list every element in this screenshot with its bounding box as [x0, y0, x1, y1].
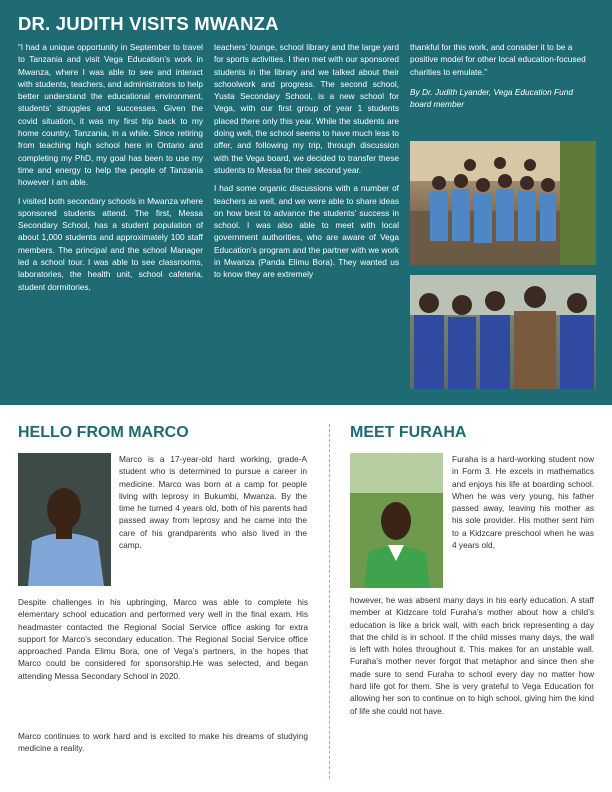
article-column-2 [214, 41, 399, 287]
article-byline: By Dr. Judith Lyander, Vega Education Fund board member [410, 86, 573, 110]
article-paragraph: thankful for this work, and consider it to be a positive model for other local education-focused charities to emulate.” [410, 42, 586, 77]
article-paragraph: teachers’ lounge, school library and the large yard for sports activities. I then met with our sponsored students in the library and we talked about their schoolwork and progress. The second school, Yusta Secondary School, is a new school for Vega, with our first group of year 1 students placed there only this year. While the students are doing well, the school seems to have much less to offer, and following my trip, through discussion with the Vega board, we decided to transfer these students to Messa for their second year. [214, 42, 399, 175]
furaha-intro-paragraph: Furaha is a hard-working student now in Form 3. He excels in mathematics and enjoys his life at boarding school. When he was very young, his father passed away, leaving his mother as his sole provider. His mother sent him to a Kidzcare preschool when he was 4 years old, [452, 454, 594, 551]
article-paragraph: I had some organic discussions with a number of teachers as well, and we were able to share ideas on how best to advance the students’ success in school. I was also able to meet with local government authorities, who are aware of Vega Education’s program and the partner with we work in Mwanza (Panda Elimu Bora). They wanted us to know they are extremely [214, 183, 399, 280]
marco-paragraph: Marco continues to work hard and is excited to make his dreams of studying medicine a reality. [18, 731, 308, 754]
group-photo-students [410, 141, 596, 265]
article-paragraph: I visited both secondary schools in Mwanza where sponsored students attend. The first, Messa Secondary School, has a student population of about 1,000 students and approximately 100 staff members. The principal and the school Manager led a school tour. I was able to see classrooms, laboratories, the health unit, school cafeteria, student dormitories, [18, 195, 203, 292]
column-divider [329, 424, 330, 779]
section-title-marco: HELLO FROM MARCO [18, 424, 189, 441]
marco-paragraph: Despite challenges in his upbringing, Marco was able to complete his elementary school education and performed very well in the final exam. His headmaster contacted the Regional Social Service office asking for extra support for Marco’s secondary education. The Regional Social Service office approached Panda Elimu Bora, one of Vega’s partners, in the hopes that Marco could be considered for sponsorship.He was selected, and began attending Messa Secondary School in 2020. [18, 597, 308, 681]
article-column-1 [18, 41, 203, 299]
page-title: DR. JUDITH VISITS MWANZA [18, 13, 279, 34]
group-photo-visit [410, 275, 596, 389]
article-paragraph: “I had a unique opportunity in September to travel to Tanzania and visit Vega Education’s work in Mwanza, where I was able to see and interact with students, teachers, and administrators to help better understand the educational environment, students’ struggles and successes. Given the covid situation, it was my first trip back to my home country, Tanzania, in a while. Since retiring from teaching high school here in Ontario and completing my PhD, my goal has been to use my time and energy to help the people of Tanzania however I am able. [18, 42, 203, 188]
section-title-furaha: MEET FURAHA [350, 424, 467, 441]
furaha-paragraph: however, he was absent many days in his early education. A staff member at Kidzcare told Furaha’s mother about how a child’s education is like a brick wall, with each brick representing a day that the child is in school. If the child misses many days, the wall is left with holes throughout it. This makes for an unstable wall. Furaha’s mother never forgot that metaphor and since then she made sure to send Furaha to school every day no matter how hard life got for them. She is very grateful to Vega Education for allowing her son to continue on to high school, giving him the kind of life she could not have. [350, 595, 594, 716]
marco-intro-paragraph: Marco is a 17-year-old hard working, grade-A student who is determined to pursue a career in medicine. Marco was born at a camp for people living with leprosy in Bukumbi, Mwanza. By the time he turned 4 years old, both of his parents had passed away from leprosy and he came into the care of his grandparents who also lived in the camp. [119, 454, 307, 551]
article-column-3 [410, 41, 596, 116]
marco-photo [18, 453, 111, 586]
furaha-photo [350, 453, 443, 588]
